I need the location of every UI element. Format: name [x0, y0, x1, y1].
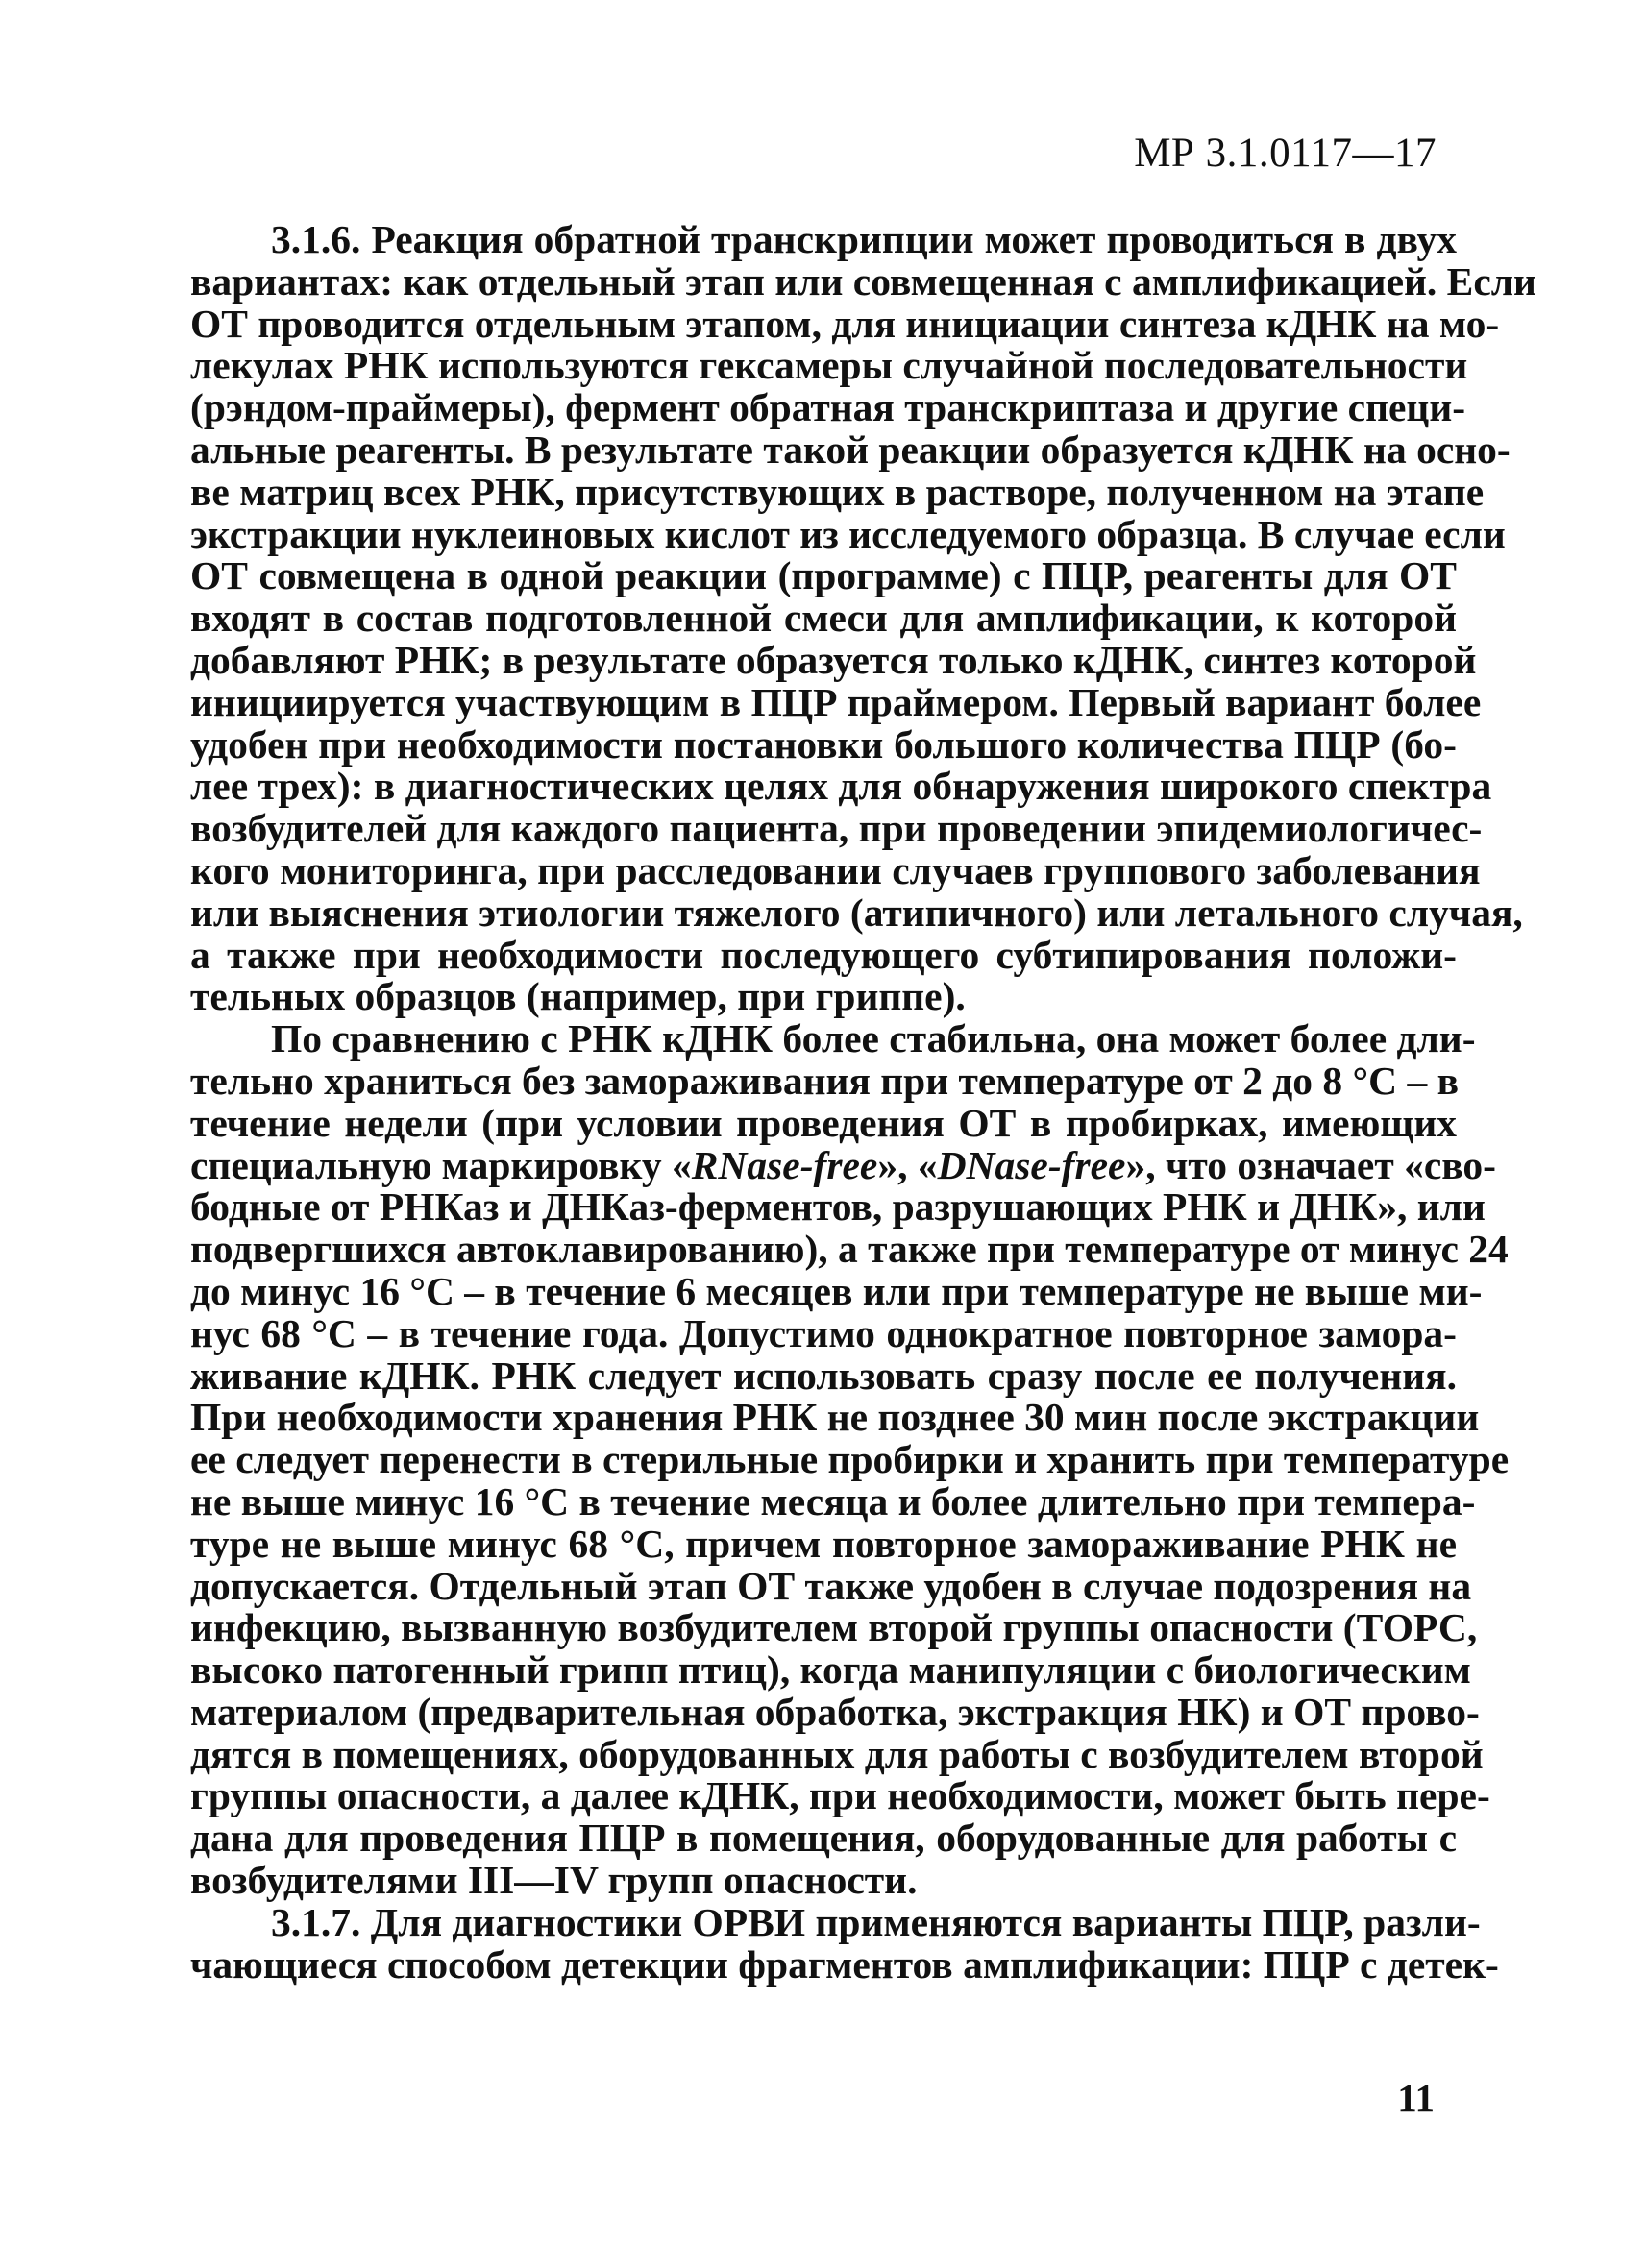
text-line: туре не выше минус 68 °С, причем повторное замораживание РНК не: [190, 1521, 1457, 1566]
italic-term-rnase-free: RNase-free: [691, 1142, 878, 1187]
text-line: до минус 16 °С – в течение 6 месяцев или при температуре не выше ми-: [190, 1268, 1483, 1313]
text-line: ве матриц всех РНК, присутствующих в растворе, полученном на этапе: [190, 469, 1485, 514]
text-line: инициируется участвующим в ПЦР праймером. Первый вариант более: [190, 679, 1482, 724]
text-line: бодные от РНКаз и ДНКаз-ферментов, разрушающих РНК и ДНК», или: [190, 1184, 1486, 1230]
text-line: тельно храниться без замораживания при температуре от 2 до 8 °С – в: [190, 1058, 1459, 1103]
paragraph-3-1-7: [190, 1899, 1499, 1987]
text-line: входят в состав подготовленной смеси для амплификации, к которой: [190, 596, 1457, 641]
text-line: группы опасности, а далее кДНК, при необходимости, может быть пере-: [190, 1773, 1490, 1818]
text-line: тельных образцов (например, при гриппе).: [190, 974, 966, 1019]
text-fragment: специальную маркировку «: [190, 1142, 692, 1187]
text-line: кого мониторинга, при расследовании случаев группового заболевания: [190, 847, 1481, 892]
text-line: При необходимости хранения РНК не позднее 30 мин после экстракции: [190, 1395, 1480, 1440]
text-line: вариантах: как отдельный этап или совмещенная с амплификацией. Если: [190, 258, 1536, 304]
text-line: 3.1.6. Реакция обратной транскрипции может проводиться в двух: [271, 217, 1457, 261]
text-line: материалом (предварительная обработка, экстракция НК) и ОТ прово-: [190, 1689, 1480, 1734]
text-line: чающиеся способом детекции фрагментов амплификации: ПЦР с детек-: [190, 1941, 1499, 1987]
text-line: экстракции нуклеиновых кислот из исследуемого образца. В случае если: [190, 511, 1506, 556]
document-code-header: МР 3.1.0117—17: [1134, 131, 1437, 176]
text-line: подвергшихся автоклавированию), а также при температуре от минус 24: [190, 1227, 1509, 1272]
text-line: дятся в помещениях, оборудованных для работы с возбудителем второй: [190, 1731, 1484, 1776]
text-line: а также при необходимости последующего субтипирования положи-: [190, 932, 1457, 977]
text-line: не выше минус 16 °С в течение месяца и более длительно при темпера-: [190, 1478, 1476, 1524]
page-number: 11: [1397, 2076, 1435, 2120]
text-line-markings: [190, 1142, 1496, 1187]
text-fragment: », «: [877, 1142, 938, 1187]
text-line: удобен при необходимости постановки большого количества ПЦР (бо-: [190, 721, 1457, 767]
text-line: 3.1.7. Для диагностики ОРВИ применяются варианты ПЦР, разли-: [271, 1899, 1481, 1944]
text-line: альные реагенты. В результате такой реакции образуется кДНК на осно-: [190, 427, 1511, 472]
text-line: живание кДНК. РНК следует использовать сразу после ее получения.: [190, 1353, 1457, 1398]
text-line: нус 68 °С – в течение года. Допустимо однократное повторное замора-: [190, 1310, 1457, 1355]
text-line: инфекцию, вызванную возбудителем второй группы опасности (ТОРС,: [190, 1605, 1478, 1650]
text-line: дана для проведения ПЦР в помещения, оборудованные для работы с: [190, 1816, 1457, 1861]
text-line: ее следует перенести в стерильные пробирки и хранить при температуре: [190, 1437, 1510, 1482]
text-fragment: », что означает «сво-: [1125, 1142, 1496, 1187]
text-line: По сравнению с РНК кДНК более стабильна, она может более дли-: [271, 1016, 1476, 1061]
text-line: ОТ проводится отдельным этапом, для инициации синтеза кДНК на мо-: [190, 301, 1500, 346]
text-line: течение недели (при условии проведения ОТ в пробирках, имеющих: [190, 1100, 1457, 1145]
text-line: лекулах РНК используются гексамеры случайной последовательности: [190, 343, 1468, 388]
body-text: [190, 217, 1536, 1987]
text-line: (рэндом-праймеры), фермент обратная транскриптаза и другие специ-: [190, 385, 1466, 430]
text-line: высоко патогенный грипп птиц), когда манипуляции с биологическим: [190, 1647, 1471, 1693]
text-line: возбудителей для каждого пациента, при проведении эпидемиологичес-: [190, 806, 1483, 851]
text-line: допускается. Отдельный этап ОТ также удобен в случае подозрения на: [190, 1563, 1472, 1608]
text-line: или выяснения этиологии тяжелого (атипичного) или летального случая,: [190, 890, 1523, 935]
paragraph-3-1-6: [190, 217, 1536, 1019]
text-line: ОТ совмещена в одной реакции (программе) с ПЦР, реагенты для ОТ: [190, 553, 1457, 598]
paragraph-cdna-stability: [190, 1016, 1510, 1903]
text-line: лее трех): в диагностических целях для обнаружения широкого спектра: [190, 764, 1492, 809]
italic-term-dnase-free: DNase-free: [937, 1142, 1126, 1187]
text-line: возбудителями III—IV групп опасности.: [190, 1858, 918, 1903]
text-line: добавляют РНК; в результате образуется только кДНК, синтез которой: [190, 637, 1477, 682]
